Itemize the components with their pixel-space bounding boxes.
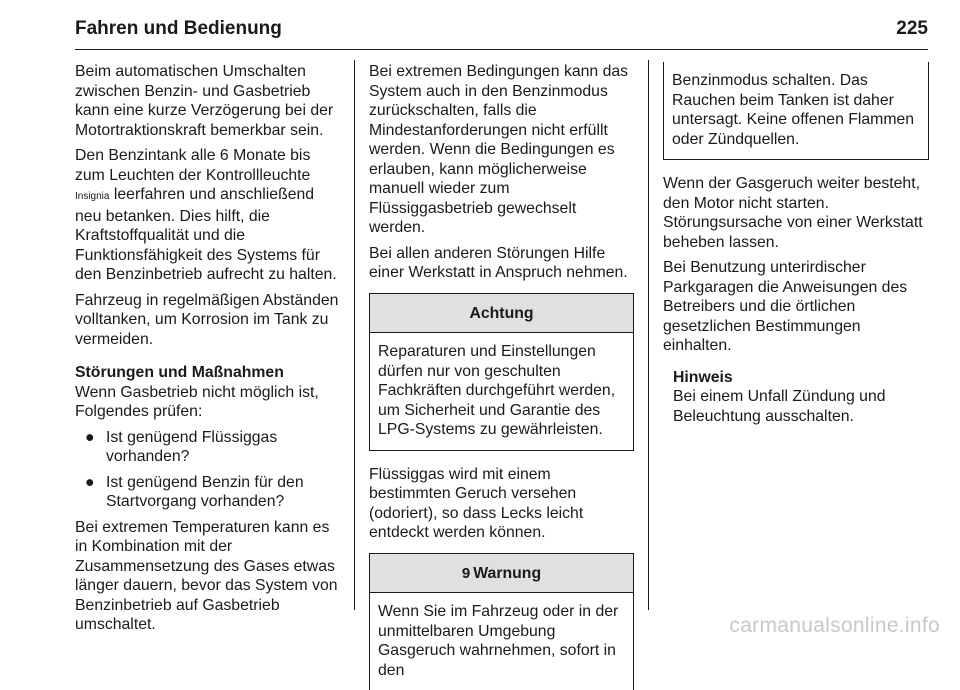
achtung-box: [369, 293, 634, 451]
hinweis-block: [673, 368, 929, 427]
paragraph-benzintank: [75, 146, 341, 285]
list-item: [75, 428, 341, 467]
header-divider: [75, 49, 928, 50]
warnung-body-continued: Benzinmodus schalten. Das Rauchen beim Tanken ist daher untersagt. Keine offenen Flammen oder Zündquellen.: [664, 62, 928, 159]
paragraph-pruefen: Wenn Gasbetrieb nicht möglich ist, Folgendes prüfen:: [75, 383, 341, 422]
list-item-text: Ist genügend Flüssiggas vorhanden?: [106, 429, 277, 466]
achtung-title: Achtung: [370, 294, 633, 334]
column-1: [75, 62, 341, 641]
paragraph-gasgeruch: Wenn der Gasgeruch weiter besteht, den Motor nicht starten. Störungsursache von einer Werkstatt beheben lassen.: [663, 174, 929, 252]
paragraph-parkgaragen: Bei Benutzung unterirdischer Parkgaragen die Anweisungen des Betreibers und die örtlichen gesetzlichen Bestimmungen einhalten.: [663, 258, 929, 356]
page-title: Fahren und Bedienung: [75, 18, 282, 40]
bullet-icon: ●: [85, 473, 95, 493]
hinweis-title: Hinweis: [673, 368, 929, 388]
check-list: [75, 428, 341, 512]
paragraph-temperaturen: Bei extremen Temperaturen kann es in Kombination mit der Zusammensetzung des Gases etwas länger dauern, bevor das System von Benzinbetrieb auf Gasbetrieb umschaltet.: [75, 518, 341, 635]
hinweis-body: Bei einem Unfall Zündung und Beleuchtung ausschalten.: [673, 387, 929, 426]
achtung-body: Reparaturen und Einstellungen dürfen nur von geschulten Fachkräften durchgeführt werden, um Sicherheit und Garantie des LPG-Systems zu gewährleisten.: [370, 333, 633, 450]
warnung-box: [369, 553, 634, 690]
bullet-icon: ●: [85, 428, 95, 448]
page-header: [75, 18, 928, 40]
warning-icon: 9: [462, 564, 470, 584]
column-divider-2: [648, 60, 649, 610]
indicator-label: Insignia: [75, 191, 109, 202]
warnung-body: Wenn Sie im Fahrzeug oder in der unmittelbaren Umgebung Gasgeruch wahrnehmen, sofort in den: [370, 593, 633, 690]
paragraph-benzinmodus: Bei extremen Bedingungen kann das System auch in den Benzinmodus zurückschalten, falls die Mindestanforderungen nicht erfüllt werden. Wenn die Bedingungen es erlauben, kann möglicherweise manuell wieder zum Flüssiggasbetrieb gewechselt werden.: [369, 62, 634, 238]
paragraph-odoriert: Flüssiggas wird mit einem bestimmten Geruch versehen (odoriert), so dass Lecks leicht entdeckt werden können.: [369, 465, 634, 543]
paragraph-volltanken: Fahrzeug in regelmäßigen Abständen volltanken, um Korrosion im Tank zu vermeiden.: [75, 291, 341, 350]
list-item: [75, 473, 341, 512]
page-number: 225: [896, 18, 928, 40]
watermark: carmanualsonline.info: [729, 614, 940, 638]
paragraph-werkstatt: Bei allen anderen Störungen Hilfe einer Werkstatt in Anspruch nehmen.: [369, 244, 634, 283]
paragraph-switch-delay: Beim automatischen Umschalten zwischen Benzin- und Gasbetrieb kann eine kurze Verzögerung bei der Motortraktionskraft bemerkbar sein.: [75, 62, 341, 140]
column-2: [369, 62, 634, 690]
warnung-box-continued: [663, 62, 929, 160]
list-item-text: Ist genügend Benzin für den Startvorgang vorhanden?: [106, 474, 304, 511]
warnung-title: Warnung: [473, 565, 541, 582]
section-heading-stoerungen: Störungen und Maßnahmen: [75, 363, 341, 383]
paragraph-benzintank-text-after: leerfahren und anschließend neu betanken. Dies hilft, die Kraftstoffqualität und die Funktionsfähigkeit des Systems für den Benzinbetrieb aufrecht zu halten.: [75, 186, 337, 283]
column-3: [663, 62, 929, 426]
column-divider-1: [354, 60, 355, 610]
warnung-header: [370, 554, 633, 594]
paragraph-benzintank-text-before: Den Benzintank alle 6 Monate bis zum Leuchten der Kontrollleuchte: [75, 147, 310, 184]
